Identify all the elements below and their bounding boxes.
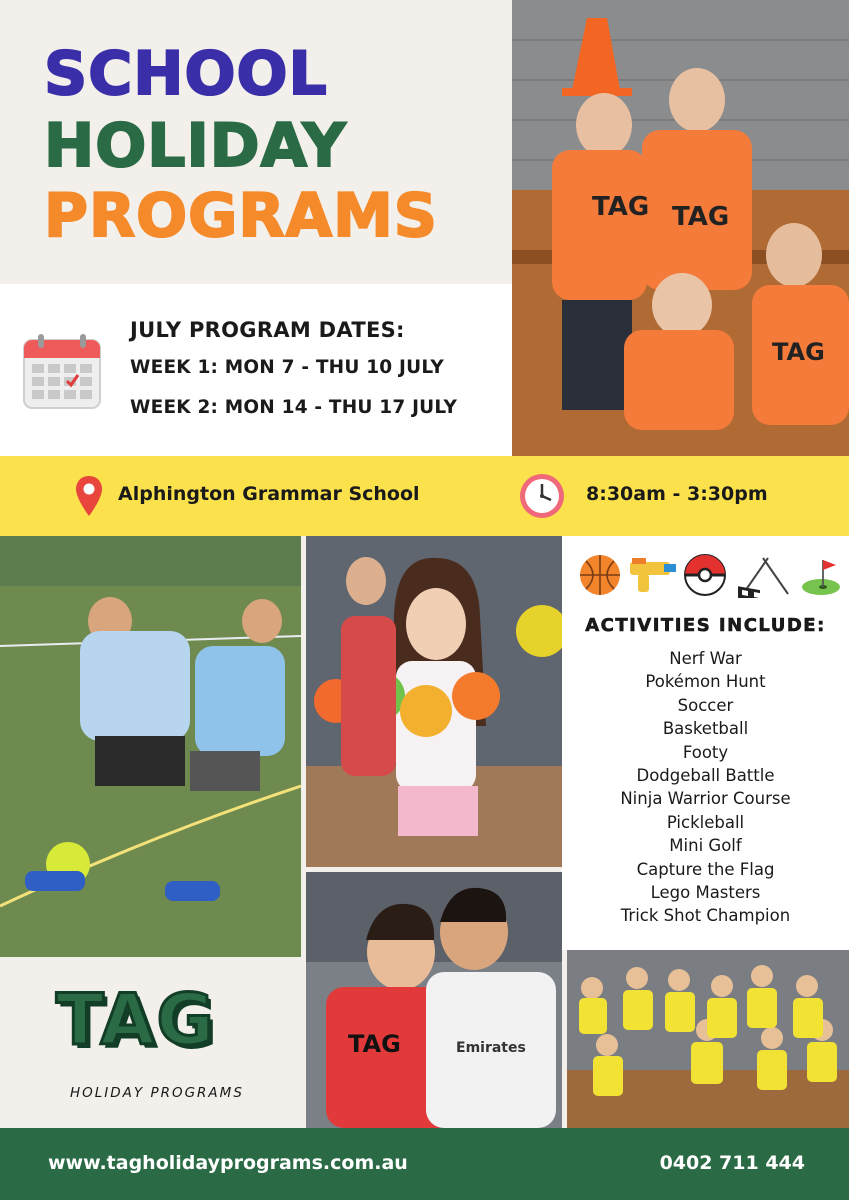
svg-text:Emirates: Emirates: [456, 1040, 526, 1056]
list-item: Basketball: [662, 719, 749, 739]
title-block: [0, 0, 512, 284]
activities-list: [562, 647, 849, 928]
hero-photo-kids-in-bibs: [512, 0, 849, 456]
activity-icons-row: [578, 552, 840, 598]
map-pin-icon: [74, 474, 104, 518]
list-item: Soccer: [677, 695, 734, 715]
list-item: Mini Golf: [669, 836, 742, 856]
title-line-holiday: HOLIDAY: [44, 111, 347, 181]
dates-heading: JULY PROGRAM DATES:: [130, 318, 405, 342]
program-dates-panel: [0, 284, 512, 456]
phone-number[interactable]: 0402 711 444: [659, 1152, 805, 1174]
mini-golf-icon: [802, 560, 840, 595]
title-line-school: SCHOOL: [44, 39, 328, 109]
location-text: Alphington Grammar School: [118, 483, 420, 505]
list-item: Dodgeball Battle: [636, 766, 775, 786]
list-item: Lego Masters: [650, 883, 761, 903]
logo-tagline: HOLIDAY PROGRAMS: [70, 1085, 244, 1101]
week-2-dates: WEEK 2: MON 14 - THU 17 JULY: [130, 397, 458, 418]
photo-soccer-field: [0, 536, 301, 957]
calendar-icon: [22, 332, 102, 410]
footer-bar: [0, 1128, 849, 1200]
svg-text:TAG: TAG: [592, 192, 650, 222]
list-item: Footy: [682, 742, 729, 762]
list-item: Ninja Warrior Course: [620, 789, 791, 809]
list-item: Trick Shot Champion: [620, 906, 791, 926]
list-item: Nerf War: [669, 649, 742, 668]
nerf-blaster-icon: [630, 558, 676, 592]
location-time-strip: [0, 456, 849, 536]
clock-icon: [518, 472, 566, 520]
basketball-icon: [580, 555, 620, 595]
activities-panel: [562, 536, 849, 950]
checkered-flags-icon: [738, 552, 793, 598]
photo-group-yellow-bibs: [567, 950, 849, 1128]
list-item: Capture the Flag: [636, 859, 775, 879]
week-1-dates: WEEK 1: MON 7 - THU 10 JULY: [130, 357, 445, 378]
title-line-programs: PROGRAMS: [44, 181, 438, 251]
logo-wordmark: TAG: [56, 979, 216, 1061]
svg-text:TAG: TAG: [348, 1030, 401, 1058]
tag-logo: [0, 957, 306, 1128]
svg-text:TAG: TAG: [672, 202, 730, 232]
list-item: Pickleball: [666, 812, 745, 832]
website-link[interactable]: www.tagholidayprograms.com.au: [48, 1152, 408, 1174]
program-time: 8:30am - 3:30pm: [586, 483, 768, 505]
list-item: Pokémon Hunt: [645, 672, 766, 692]
svg-text:TAG: TAG: [772, 338, 825, 366]
photo-girl-dodgeballs: [306, 536, 562, 867]
photo-two-boys: [306, 872, 562, 1128]
pokeball-icon: [685, 555, 725, 595]
activities-heading: ACTIVITIES INCLUDE:: [585, 615, 826, 636]
